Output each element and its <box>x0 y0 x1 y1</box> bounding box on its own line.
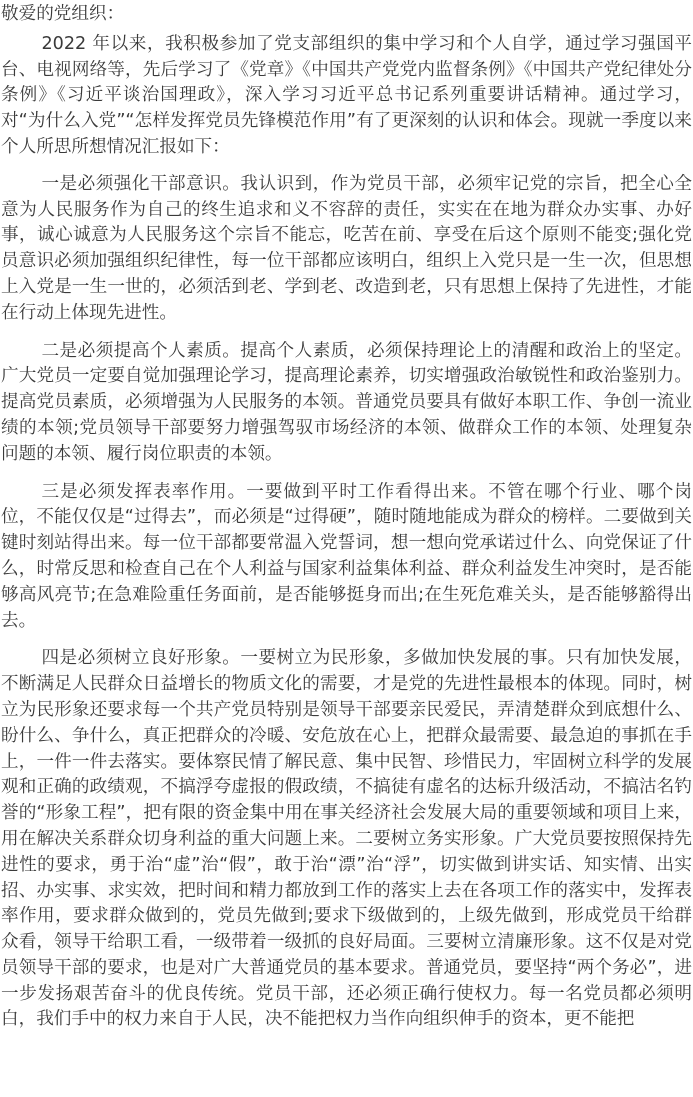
paragraph-point-four: 四是必须树立良好形象。一要树立为民形象，多做加快发展的事。只有加快发展，不断满足人民群众日益增长的物质文化的需要，才是党的先进性最根本的体现。同时，树立为民形象还要求每一个共产党员特别是领导干部要亲民爱民，弄清楚群众到底想什么、盼什么、争什么，真正把群众的冷暖、安危放在心上，把群众最需要、最急迫的事抓在手上，一件一件去落实。要体察民情了解民意、集中民智、珍惜民力，牢固树立科学的发展观和正确的政绩观，不搞浮夸虚报的假政绩，不搞徒有虚名的达标升级活动，不搞沽名钓誉的“形象工程”，把有限的资金集中用在事关经济社会发展大局的重要领域和项目上来，用在解决关系群众切身利益的重大问题上来。二要树立务实形象。广大党员要按照保持先进性的要求，勇于治“虚”治“假”，敢于治“漂”治“浮”，切实做到讲实话、知实情、出实招、办实事、求实效，把时间和精力都放到工作的落实上去在各项工作的落实中，发挥表率作用，要求群众做到的，党员先做到;要求下级做到的，上级先做到，形成党员干给群众看，领导干给职工看，一级带着一级抓的良好局面。三要树立清廉形象。这不仅是对党员领导干部的要求，也是对广大普通党员的基本要求。普通党员，要坚持“两个务必”，进一步发扬艰苦奋斗的优良传统。党员干部，还必须正确行使权力。每一名党员都必须明白，我们手中的权力来自于人民，决不能把权力当作向组织伸手的资本，更不能把 <box>1 648 692 1030</box>
paragraph-point-two: 二是必须提高个人素质。提高个人素质，必须保持理论上的清醒和政治上的坚定。广大党员一定要自觉加强理论学习，提高理论素养，切实增强政治敏锐性和政治鉴别力。提高党员素质，必须增强为人民服务的本领。普通党员要具有做好本职工作、争创一流业绩的本领;党员领导干部要努力增强驾驭市场经济的本领、做群众工作的本领、处理复杂问题的本领、履行岗位职责的本领。 <box>1 340 692 464</box>
salutation: 敬爱的党组织： <box>1 4 125 24</box>
paragraph-point-three: 三是必须发挥表率作用。一要做到平时工作看得出来。不管在哪个行业、哪个岗位，不能仅仅是“过得去”，而必须是“过得硬”，随时随地能成为群众的榜样。二要做到关键时刻站得出来。每一位干部都要常温入党誓词，想一想向党承诺过什么、向党保证了什么，时常反思和检查自己在个人利益与国家利益集体利益、群众利益发生冲突时，是否能够高风亮节;在急难险重任务面前，是否能够挺身而出;在生死危难关头，是否能够豁得出去。 <box>1 481 692 631</box>
paragraph-intro: 2022 年以来，我积极参加了党支部组织的集中学习和个人自学，通过学习强国平台、电视网络等，先后学习了《党章》《中国共产党党内监督条例》《中国共产党纪律处分条例》《习近平谈治国理政》，深入学习习近平总书记系列重要讲话精神。通过学习，对“为什么入党”“怎样发挥党员先锋模范作用”有了更深刻的认识和体会。现就一季度以来个人所思所想情况汇报如下： <box>1 33 692 157</box>
paragraph-point-one: 一是必须强化干部意识。我认识到，作为党员干部，必须牢记党的宗旨，把全心全意为人民服务作为自己的终生追求和义不容辞的责任，实实在在地为群众办实事、办好事，诚心诚意为人民服务这个宗旨不能忘，吃苦在前、享受在后这个原则不能变;强化党员意识必须加强组织纪律性，每一位干部都应该明白，组织上入党只是一生一次，但思想上入党是一生一世的，必须活到老、学到老、改造到老，只有思想上保持了先进性，才能在行动上体现先进性。 <box>1 173 692 323</box>
